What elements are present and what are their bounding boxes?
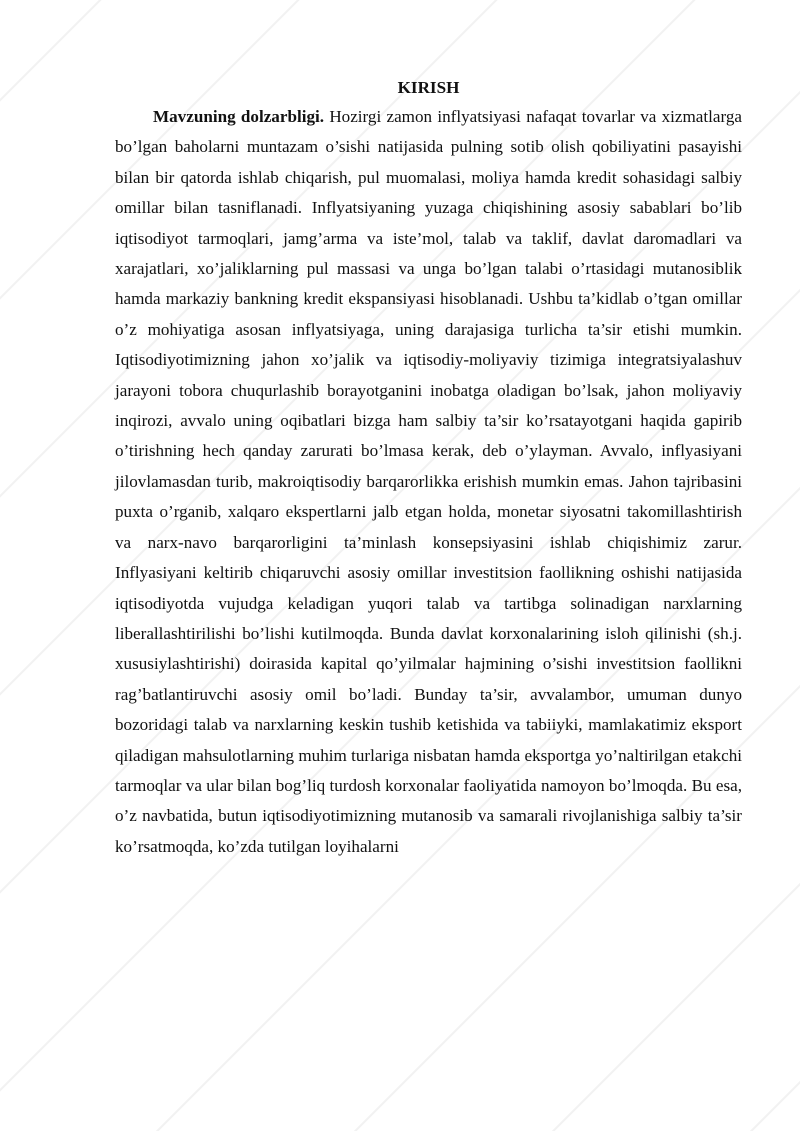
intro-paragraph — [115, 102, 742, 862]
paragraph-body: Hozirgi zamon inflyatsiyasi nafaqat tovarlar va xizmatlarga bo’lgan baholarni muntazam o’sishi natijasida pulning sotib olish qobiliyatini pasayishi bilan bir qatorda ishlab chiqarish, pul muomalasi, moliya hamda kredit sohasidagi salbiy omillar bilan tasniflanadi. Inflyatsiyaning yuzaga chiqishining asosiy sabablari bo’lib iqtisodiyot tarmoqlari, jamg’arma va iste’mol, talab va taklif, davlat daromadlari va xarajatlari, xo’jaliklarning pul massasi va unga bo’lgan talabi o’rtasidagi mutanosiblik hamda markaziy bankning kredit ekspansiyasi hisoblanadi. Ushbu ta’kidlab o’tgan omillar o’z mohiyatiga asosan inflyatsiyaga, uning darajasiga turlicha ta’sir etishi mumkin. Iqtisodiyotimizning jahon xo’jalik va iqtisodiy-moliyaviy tizimiga integratsiyalashuv jarayoni tobora chuqurlashib borayotganini inobatga oladigan bo’lsak, jahon moliyaviy inqirozi, avvalo uning oqibatlari bizga ham salbiy ta’sir ko’rsatayotgani haqida gapirib o’tirishning hech qanday zarurati bo’lmasa kerak, deb o’ylayman. Avvalo, inflyasiyani jilovlamasdan turib, makroiqtisodiy barqarorlikka erishish mumkin emas. Jahon tajribasini puxta o’rganib, xalqaro ekspertlarni jalb etgan holda, monetar siyosatni takomillashtirish va narx-navo barqarorligini ta’minlash konsepsiyasini ishlab chiqishimiz zarur. Inflyasiyani keltirib chiqaruvchi asosiy omillar investitsion faollikning oshishi natijasida iqtisodiyotda vujudga keladigan yuqori talab va tartibga solinadigan narxlarning liberallashtirilishi bo’lishi kutilmoqda. Bunda davlat korxonalarining isloh qilinishi (sh.j. xususiylashtirishi) doirasida kapital qo’yilmalar hajmining o’sishi investitsion faollikni rag’batlantiruvchi asosiy omil bo’ladi. Bunday ta’sir, avvalambor, umuman dunyo bozoridagi talab va narxlarning keskin tushib ketishida va tabiiyki, mamlakatimiz eksport qiladigan mahsulotlarning muhim turlariga nisbatan hamda eksportga yo’naltirilgan etakchi tarmoqlar va ular bilan bog’liq turdosh korxonalar faoliyatida namoyon bo’lmoqda. Bu esa, o’z navbatida, butun iqtisodiyotimizning mutanosib va samarali rivojlanishiga salbiy ta’sir ko’rsatmoqda, ko’zda tutilgan loyihalarni — [115, 107, 742, 856]
document-content — [115, 74, 742, 862]
paragraph-heading: Mavzuning dolzarbligi. — [153, 107, 325, 126]
page-title: KIRISH — [397, 78, 460, 97]
